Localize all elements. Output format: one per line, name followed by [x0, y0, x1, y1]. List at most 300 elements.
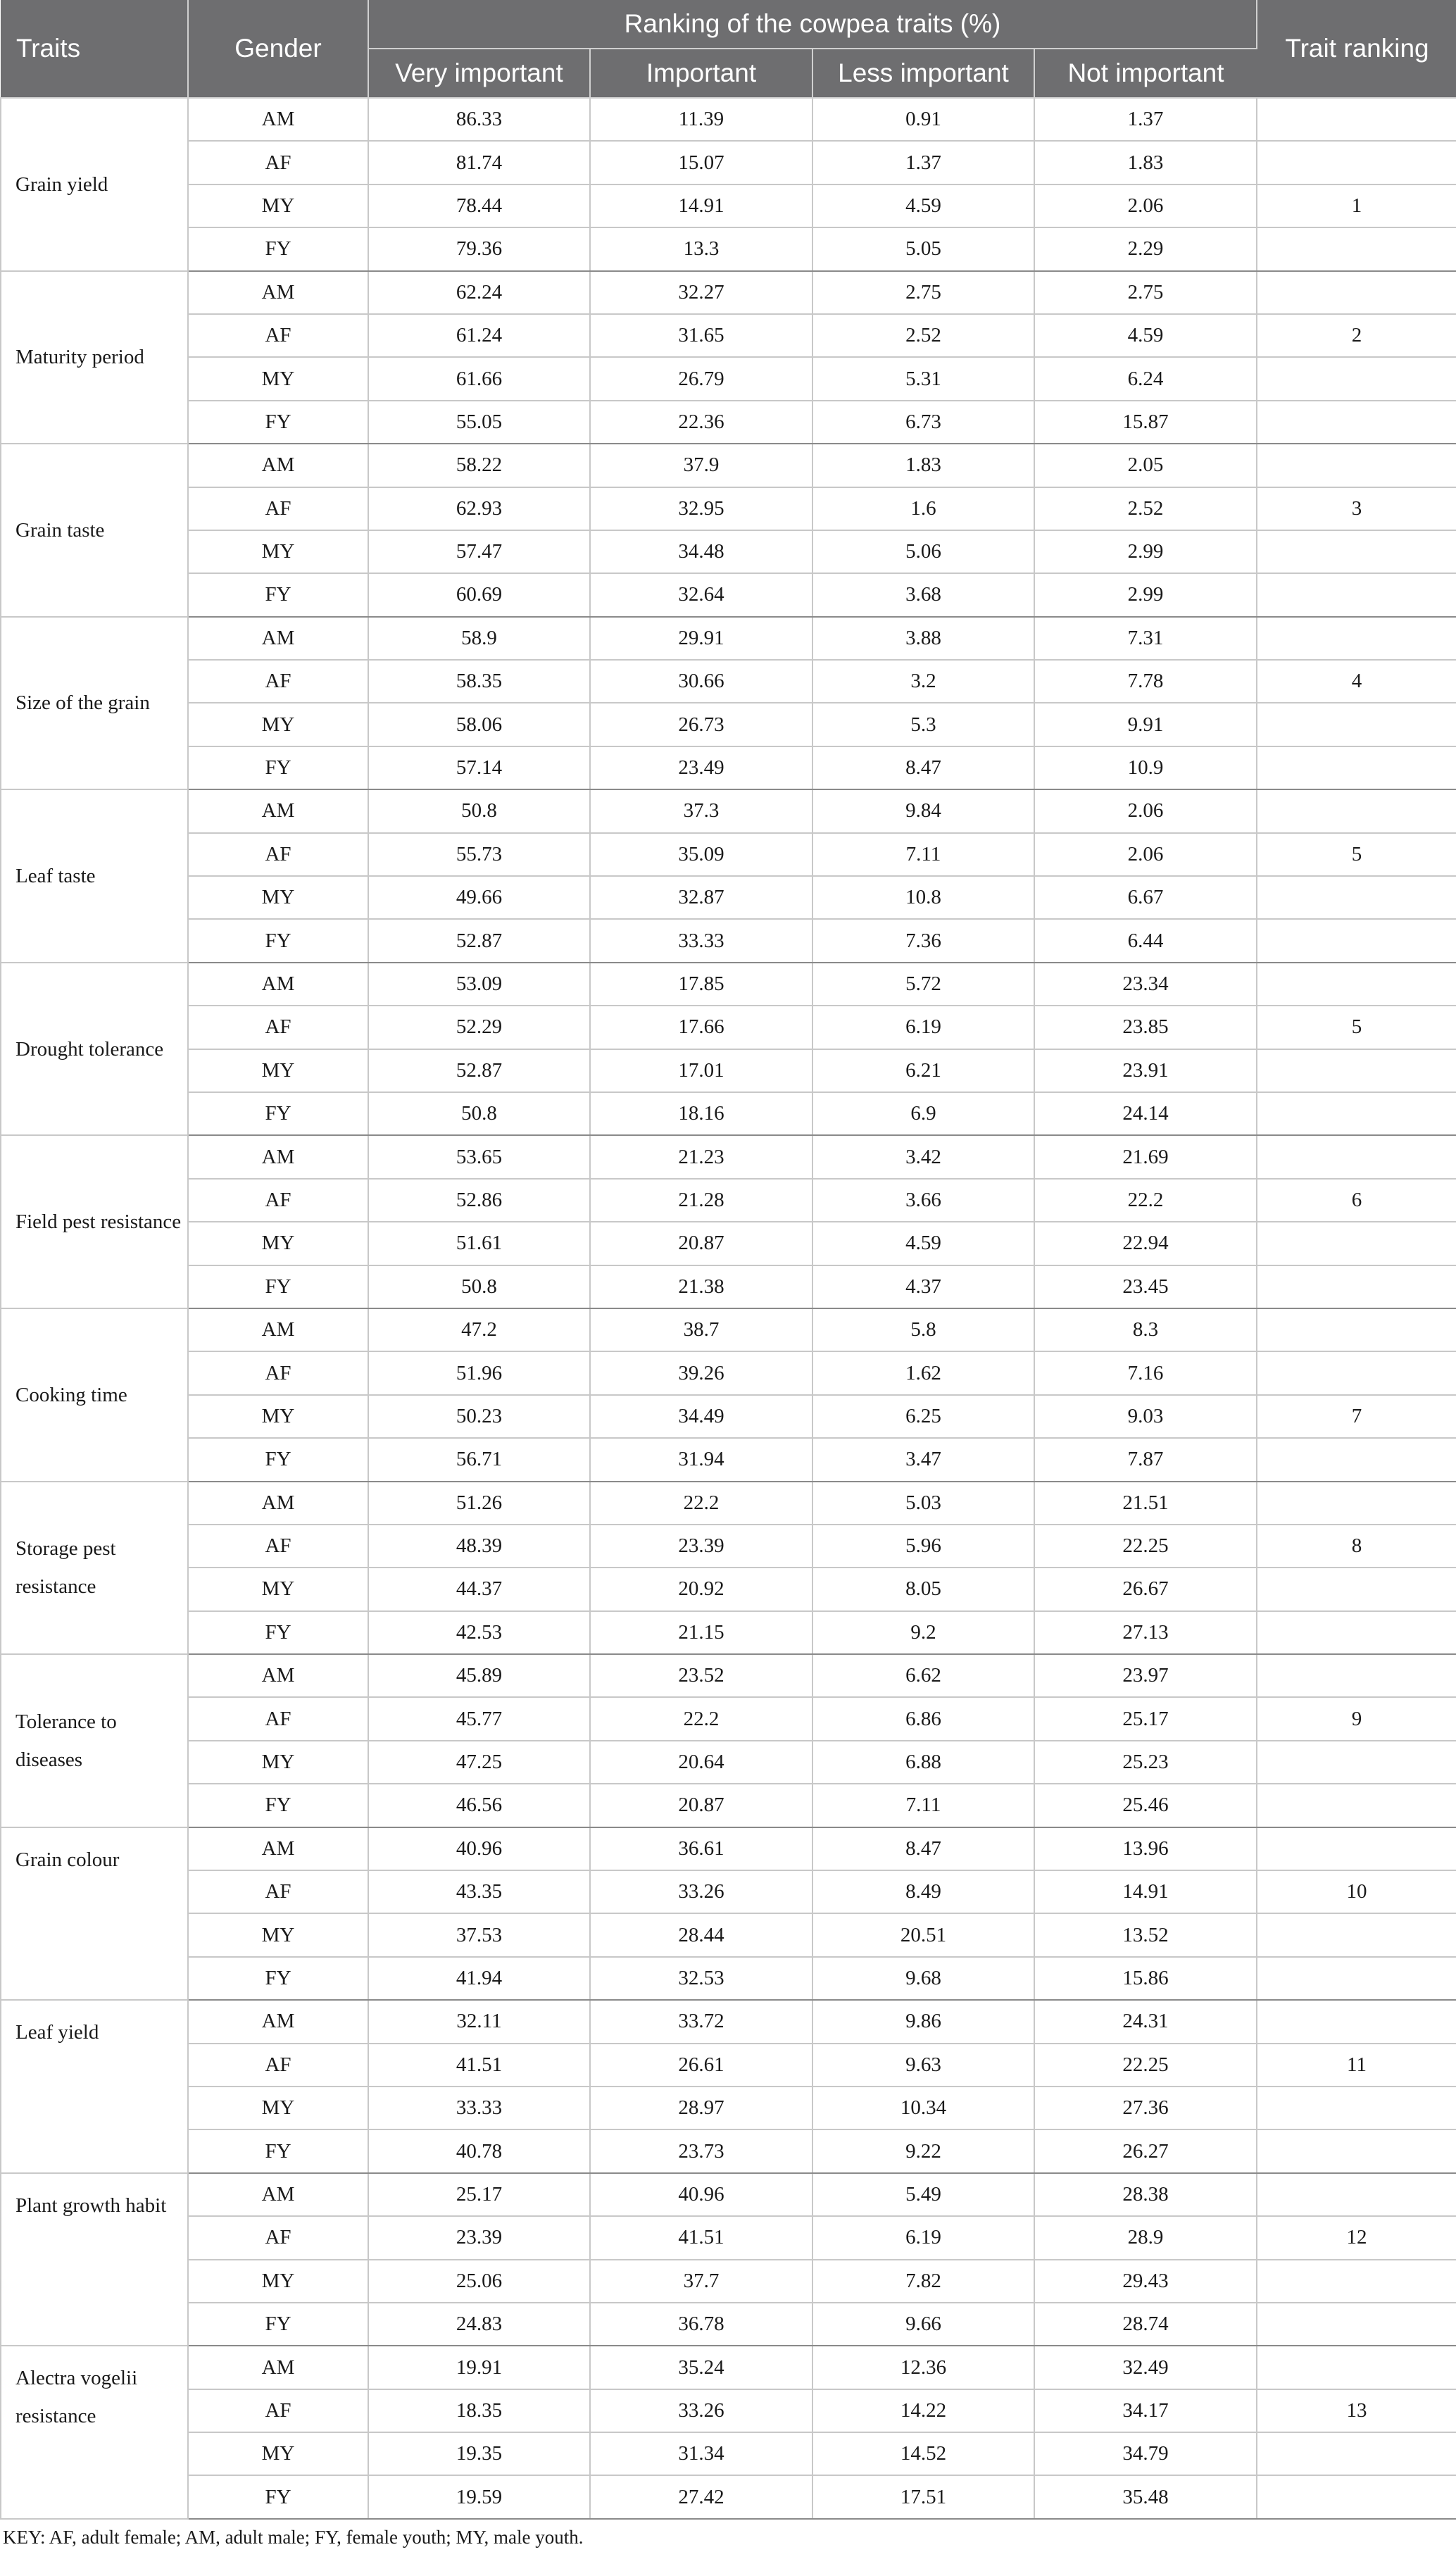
header-ranking-group: Ranking of the cowpea traits (%)	[368, 0, 1257, 49]
gender-cell: FY	[188, 2475, 368, 2518]
less-important-cell: 8.47	[812, 746, 1034, 789]
less-important-cell: 1.37	[812, 141, 1034, 184]
very-important-cell: 33.33	[368, 2087, 590, 2129]
gender-cell: AF	[188, 141, 368, 184]
header-not-important: Not important	[1034, 49, 1257, 98]
important-cell: 40.96	[590, 2173, 812, 2216]
very-important-cell: 61.24	[368, 314, 590, 357]
table-row	[1, 2389, 1456, 2432]
very-important-cell: 56.71	[368, 1438, 590, 1481]
trait-name: Size of the grain	[1, 617, 188, 790]
important-cell: 36.61	[590, 1827, 812, 1870]
less-important-cell: 6.88	[812, 1741, 1034, 1784]
important-cell: 21.15	[590, 1611, 812, 1654]
table-row	[1, 227, 1456, 270]
less-important-cell: 9.63	[812, 2044, 1034, 2087]
table-row	[1, 2475, 1456, 2518]
trait-name: Cooking time	[1, 1308, 188, 1482]
important-cell: 33.26	[590, 2389, 812, 2432]
less-important-cell: 20.51	[812, 1913, 1034, 1956]
less-important-cell: 5.96	[812, 1525, 1034, 1568]
not-important-cell: 8.3	[1034, 1308, 1257, 1351]
table-footnote: KEY: AF, adult female; AM, adult male; FY, female youth; MY, male youth.	[3, 2527, 584, 2548]
gender-cell: AM	[188, 271, 368, 314]
important-cell: 17.85	[590, 963, 812, 1006]
gender-cell: FY	[188, 1265, 368, 1308]
trait-ranking-cell: 13	[1257, 2389, 1456, 2432]
trait-ranking-cell	[1257, 1827, 1456, 1870]
table-row	[1, 1049, 1456, 1092]
gender-cell: FY	[188, 1784, 368, 1827]
not-important-cell: 34.79	[1034, 2432, 1257, 2475]
important-cell: 31.94	[590, 1438, 812, 1481]
header-very-important: Very important	[368, 49, 590, 98]
gender-cell: AF	[188, 1697, 368, 1740]
very-important-cell: 50.8	[368, 789, 590, 832]
not-important-cell: 13.96	[1034, 1827, 1257, 1870]
less-important-cell: 9.22	[812, 2129, 1034, 2172]
table-row	[1, 271, 1456, 314]
trait-ranking-cell: 2	[1257, 314, 1456, 357]
gender-cell: FY	[188, 2303, 368, 2346]
less-important-cell: 9.86	[812, 2000, 1034, 2043]
not-important-cell: 1.83	[1034, 141, 1257, 184]
very-important-cell: 58.06	[368, 703, 590, 746]
very-important-cell: 49.66	[368, 876, 590, 919]
not-important-cell: 25.23	[1034, 1741, 1257, 1784]
not-important-cell: 6.44	[1034, 919, 1257, 962]
important-cell: 33.26	[590, 1870, 812, 1913]
not-important-cell: 22.2	[1034, 1179, 1257, 1222]
not-important-cell: 22.25	[1034, 2044, 1257, 2087]
gender-cell: AM	[188, 1135, 368, 1178]
gender-cell: MY	[188, 703, 368, 746]
important-cell: 31.65	[590, 314, 812, 357]
gender-cell: AM	[188, 2173, 368, 2216]
not-important-cell: 29.43	[1034, 2260, 1257, 2303]
not-important-cell: 2.52	[1034, 487, 1257, 530]
gender-cell: MY	[188, 1049, 368, 1092]
important-cell: 37.3	[590, 789, 812, 832]
not-important-cell: 25.46	[1034, 1784, 1257, 1827]
table-row	[1, 1006, 1456, 1049]
table-row	[1, 1092, 1456, 1135]
very-important-cell: 78.44	[368, 184, 590, 227]
trait-name: Plant growth habit	[1, 2173, 188, 2346]
table-row	[1, 184, 1456, 227]
not-important-cell: 2.29	[1034, 227, 1257, 270]
very-important-cell: 46.56	[368, 1784, 590, 1827]
important-cell: 32.53	[590, 1957, 812, 2000]
very-important-cell: 62.24	[368, 271, 590, 314]
very-important-cell: 52.86	[368, 1179, 590, 1222]
important-cell: 29.91	[590, 617, 812, 660]
not-important-cell: 23.85	[1034, 1006, 1257, 1049]
table-row	[1, 1870, 1456, 1913]
very-important-cell: 50.23	[368, 1395, 590, 1438]
trait-ranking-cell	[1257, 1957, 1456, 2000]
gender-cell: AF	[188, 2044, 368, 2087]
gender-cell: AM	[188, 2346, 368, 2389]
trait-ranking-cell	[1257, 1568, 1456, 1610]
less-important-cell: 9.2	[812, 1611, 1034, 1654]
table-row	[1, 1482, 1456, 1525]
important-cell: 26.73	[590, 703, 812, 746]
gender-cell: MY	[188, 184, 368, 227]
not-important-cell: 13.52	[1034, 1913, 1257, 1956]
less-important-cell: 3.88	[812, 617, 1034, 660]
not-important-cell: 22.25	[1034, 1525, 1257, 1568]
gender-cell: FY	[188, 746, 368, 789]
gender-cell: AF	[188, 1179, 368, 1222]
gender-cell: AM	[188, 444, 368, 487]
gender-cell: MY	[188, 357, 368, 400]
gender-cell: MY	[188, 1913, 368, 1956]
table-row	[1, 1395, 1456, 1438]
very-important-cell: 50.8	[368, 1092, 590, 1135]
not-important-cell: 34.17	[1034, 2389, 1257, 2432]
very-important-cell: 40.96	[368, 1827, 590, 1870]
table-row	[1, 2216, 1456, 2259]
gender-cell: AM	[188, 1308, 368, 1351]
table-row	[1, 2432, 1456, 2475]
table-row	[1, 833, 1456, 876]
very-important-cell: 43.35	[368, 1870, 590, 1913]
important-cell: 22.2	[590, 1482, 812, 1525]
trait-ranking-cell	[1257, 963, 1456, 1006]
important-cell: 18.16	[590, 1092, 812, 1135]
less-important-cell: 2.75	[812, 271, 1034, 314]
not-important-cell: 32.49	[1034, 2346, 1257, 2389]
trait-name: Leaf yield	[1, 2000, 188, 2173]
trait-name: Drought tolerance	[1, 963, 188, 1136]
table-row	[1, 1135, 1456, 1178]
table-row	[1, 746, 1456, 789]
important-cell: 15.07	[590, 141, 812, 184]
trait-ranking-cell	[1257, 2303, 1456, 2346]
important-cell: 35.24	[590, 2346, 812, 2389]
very-important-cell: 47.25	[368, 1741, 590, 1784]
gender-cell: MY	[188, 1741, 368, 1784]
very-important-cell: 86.33	[368, 98, 590, 141]
not-important-cell: 2.75	[1034, 271, 1257, 314]
not-important-cell: 7.78	[1034, 660, 1257, 703]
very-important-cell: 55.05	[368, 401, 590, 444]
less-important-cell: 6.9	[812, 1092, 1034, 1135]
less-important-cell: 4.59	[812, 1222, 1034, 1265]
less-important-cell: 9.66	[812, 2303, 1034, 2346]
important-cell: 26.79	[590, 357, 812, 400]
very-important-cell: 52.87	[368, 919, 590, 962]
very-important-cell: 58.22	[368, 444, 590, 487]
less-important-cell: 8.05	[812, 1568, 1034, 1610]
table-row	[1, 1611, 1456, 1654]
important-cell: 35.09	[590, 833, 812, 876]
gender-cell: AF	[188, 2389, 368, 2432]
important-cell: 22.36	[590, 401, 812, 444]
trait-ranking-cell	[1257, 98, 1456, 141]
gender-cell: AF	[188, 1870, 368, 1913]
table-row	[1, 1265, 1456, 1308]
important-cell: 33.72	[590, 2000, 812, 2043]
not-important-cell: 27.13	[1034, 1611, 1257, 1654]
important-cell: 37.9	[590, 444, 812, 487]
important-cell: 30.66	[590, 660, 812, 703]
trait-ranking-cell	[1257, 2475, 1456, 2518]
not-important-cell: 10.9	[1034, 746, 1257, 789]
less-important-cell: 14.52	[812, 2432, 1034, 2475]
gender-cell: FY	[188, 1438, 368, 1481]
very-important-cell: 58.35	[368, 660, 590, 703]
trait-ranking-cell	[1257, 1913, 1456, 1956]
table-row	[1, 314, 1456, 357]
important-cell: 32.87	[590, 876, 812, 919]
very-important-cell: 23.39	[368, 2216, 590, 2259]
trait-ranking-cell	[1257, 2087, 1456, 2129]
table-row	[1, 2173, 1456, 2216]
trait-ranking-cell	[1257, 2173, 1456, 2216]
header-less-important: Less important	[812, 49, 1034, 98]
very-important-cell: 41.94	[368, 1957, 590, 2000]
not-important-cell: 2.06	[1034, 789, 1257, 832]
very-important-cell: 61.66	[368, 357, 590, 400]
important-cell: 20.87	[590, 1222, 812, 1265]
important-cell: 23.49	[590, 746, 812, 789]
very-important-cell: 53.65	[368, 1135, 590, 1178]
less-important-cell: 17.51	[812, 2475, 1034, 2518]
trait-ranking-cell	[1257, 573, 1456, 616]
not-important-cell: 21.51	[1034, 1482, 1257, 1525]
important-cell: 23.73	[590, 2129, 812, 2172]
table-row	[1, 444, 1456, 487]
header-trait-ranking: Trait ranking	[1257, 0, 1456, 98]
gender-cell: AM	[188, 1482, 368, 1525]
important-cell: 20.64	[590, 1741, 812, 1784]
trait-ranking-cell	[1257, 919, 1456, 962]
less-important-cell: 3.66	[812, 1179, 1034, 1222]
gender-cell: AM	[188, 1654, 368, 1697]
less-important-cell: 7.36	[812, 919, 1034, 962]
very-important-cell: 24.83	[368, 2303, 590, 2346]
not-important-cell: 23.34	[1034, 963, 1257, 1006]
trait-name: Storage pest resistance	[1, 1482, 188, 1655]
very-important-cell: 47.2	[368, 1308, 590, 1351]
important-cell: 13.3	[590, 227, 812, 270]
trait-ranking-cell	[1257, 401, 1456, 444]
trait-name: Maturity period	[1, 271, 188, 444]
header-important: Important	[590, 49, 812, 98]
trait-ranking-cell	[1257, 1308, 1456, 1351]
not-important-cell: 26.27	[1034, 2129, 1257, 2172]
not-important-cell: 2.05	[1034, 444, 1257, 487]
trait-ranking-cell	[1257, 1222, 1456, 1265]
trait-name: Grain yield	[1, 98, 188, 271]
gender-cell: FY	[188, 401, 368, 444]
very-important-cell: 19.91	[368, 2346, 590, 2389]
very-important-cell: 41.51	[368, 2044, 590, 2087]
trait-ranking-cell	[1257, 271, 1456, 314]
trait-ranking-cell	[1257, 2260, 1456, 2303]
very-important-cell: 51.26	[368, 1482, 590, 1525]
not-important-cell: 2.06	[1034, 833, 1257, 876]
not-important-cell: 14.91	[1034, 1870, 1257, 1913]
not-important-cell: 26.67	[1034, 1568, 1257, 1610]
table-row	[1, 2303, 1456, 2346]
trait-ranking-cell	[1257, 444, 1456, 487]
gender-cell: MY	[188, 876, 368, 919]
very-important-cell: 25.17	[368, 2173, 590, 2216]
less-important-cell: 4.59	[812, 184, 1034, 227]
less-important-cell: 8.47	[812, 1827, 1034, 1870]
trait-ranking-cell	[1257, 1135, 1456, 1178]
not-important-cell: 9.91	[1034, 703, 1257, 746]
not-important-cell: 28.74	[1034, 2303, 1257, 2346]
less-important-cell: 5.05	[812, 227, 1034, 270]
not-important-cell: 23.45	[1034, 1265, 1257, 1308]
not-important-cell: 7.87	[1034, 1438, 1257, 1481]
important-cell: 11.39	[590, 98, 812, 141]
less-important-cell: 3.42	[812, 1135, 1034, 1178]
table-row	[1, 2260, 1456, 2303]
important-cell: 37.7	[590, 2260, 812, 2303]
gender-cell: AF	[188, 1351, 368, 1394]
table-row	[1, 401, 1456, 444]
gender-cell: AM	[188, 617, 368, 660]
trait-ranking-cell	[1257, 530, 1456, 573]
not-important-cell: 7.16	[1034, 1351, 1257, 1394]
gender-cell: AF	[188, 833, 368, 876]
trait-ranking-cell	[1257, 227, 1456, 270]
very-important-cell: 79.36	[368, 227, 590, 270]
trait-ranking-cell: 8	[1257, 1525, 1456, 1568]
trait-ranking-cell	[1257, 357, 1456, 400]
less-important-cell: 2.52	[812, 314, 1034, 357]
not-important-cell: 6.24	[1034, 357, 1257, 400]
gender-cell: AF	[188, 487, 368, 530]
trait-name: Alectra vogelii resistance	[1, 2346, 188, 2519]
gender-cell: AF	[188, 1006, 368, 1049]
very-important-cell: 32.11	[368, 2000, 590, 2043]
not-important-cell: 15.87	[1034, 401, 1257, 444]
less-important-cell: 3.2	[812, 660, 1034, 703]
less-important-cell: 8.49	[812, 1870, 1034, 1913]
table-row	[1, 660, 1456, 703]
less-important-cell: 7.11	[812, 833, 1034, 876]
less-important-cell: 10.34	[812, 2087, 1034, 2129]
trait-ranking-cell	[1257, 2346, 1456, 2389]
less-important-cell: 3.68	[812, 573, 1034, 616]
trait-ranking-cell: 1	[1257, 184, 1456, 227]
very-important-cell: 57.14	[368, 746, 590, 789]
very-important-cell: 42.53	[368, 1611, 590, 1654]
gender-cell: MY	[188, 1568, 368, 1610]
trait-ranking-cell	[1257, 2129, 1456, 2172]
table-row	[1, 1697, 1456, 1740]
less-important-cell: 14.22	[812, 2389, 1034, 2432]
gender-cell: MY	[188, 2087, 368, 2129]
very-important-cell: 57.47	[368, 530, 590, 573]
table-row	[1, 919, 1456, 962]
very-important-cell: 25.06	[368, 2260, 590, 2303]
table-row	[1, 1308, 1456, 1351]
table-row	[1, 2129, 1456, 2172]
trait-ranking-cell	[1257, 1438, 1456, 1481]
less-important-cell: 1.62	[812, 1351, 1034, 1394]
table-row	[1, 1179, 1456, 1222]
not-important-cell: 22.94	[1034, 1222, 1257, 1265]
not-important-cell: 23.91	[1034, 1049, 1257, 1092]
gender-cell: MY	[188, 1222, 368, 1265]
gender-cell: AM	[188, 789, 368, 832]
not-important-cell: 35.48	[1034, 2475, 1257, 2518]
less-important-cell: 9.68	[812, 1957, 1034, 2000]
important-cell: 17.01	[590, 1049, 812, 1092]
not-important-cell: 4.59	[1034, 314, 1257, 357]
very-important-cell: 81.74	[368, 141, 590, 184]
less-important-cell: 12.36	[812, 2346, 1034, 2389]
less-important-cell: 1.6	[812, 487, 1034, 530]
gender-cell: AF	[188, 314, 368, 357]
table-row	[1, 789, 1456, 832]
not-important-cell: 27.36	[1034, 2087, 1257, 2129]
trait-ranking-cell	[1257, 1092, 1456, 1135]
trait-ranking-cell	[1257, 1265, 1456, 1308]
gender-cell: MY	[188, 2432, 368, 2475]
very-important-cell: 48.39	[368, 1525, 590, 1568]
less-important-cell: 1.83	[812, 444, 1034, 487]
less-important-cell: 5.03	[812, 1482, 1034, 1525]
trait-name: Leaf taste	[1, 789, 188, 963]
important-cell: 20.87	[590, 1784, 812, 1827]
table-row	[1, 1741, 1456, 1784]
trait-ranking-cell: 5	[1257, 833, 1456, 876]
table-row	[1, 573, 1456, 616]
very-important-cell: 53.09	[368, 963, 590, 1006]
trait-ranking-cell: 12	[1257, 2216, 1456, 2259]
very-important-cell: 60.69	[368, 573, 590, 616]
very-important-cell: 45.89	[368, 1654, 590, 1697]
important-cell: 17.66	[590, 1006, 812, 1049]
less-important-cell: 5.31	[812, 357, 1034, 400]
less-important-cell: 7.82	[812, 2260, 1034, 2303]
important-cell: 21.28	[590, 1179, 812, 1222]
trait-ranking-cell: 11	[1257, 2044, 1456, 2087]
trait-ranking-cell: 3	[1257, 487, 1456, 530]
important-cell: 32.64	[590, 573, 812, 616]
very-important-cell: 37.53	[368, 1913, 590, 1956]
important-cell: 41.51	[590, 2216, 812, 2259]
gender-cell: FY	[188, 227, 368, 270]
trait-ranking-cell: 6	[1257, 1179, 1456, 1222]
not-important-cell: 28.9	[1034, 2216, 1257, 2259]
trait-ranking-cell	[1257, 789, 1456, 832]
not-important-cell: 2.99	[1034, 530, 1257, 573]
table-row	[1, 1222, 1456, 1265]
less-important-cell: 5.72	[812, 963, 1034, 1006]
less-important-cell: 9.84	[812, 789, 1034, 832]
less-important-cell: 10.8	[812, 876, 1034, 919]
gender-cell: AM	[188, 963, 368, 1006]
less-important-cell: 5.3	[812, 703, 1034, 746]
important-cell: 20.92	[590, 1568, 812, 1610]
not-important-cell: 23.97	[1034, 1654, 1257, 1697]
trait-name: Grain colour	[1, 1827, 188, 2001]
gender-cell: FY	[188, 1092, 368, 1135]
trait-ranking-cell	[1257, 2432, 1456, 2475]
gender-cell: AM	[188, 98, 368, 141]
important-cell: 32.95	[590, 487, 812, 530]
trait-ranking-cell: 10	[1257, 1870, 1456, 1913]
